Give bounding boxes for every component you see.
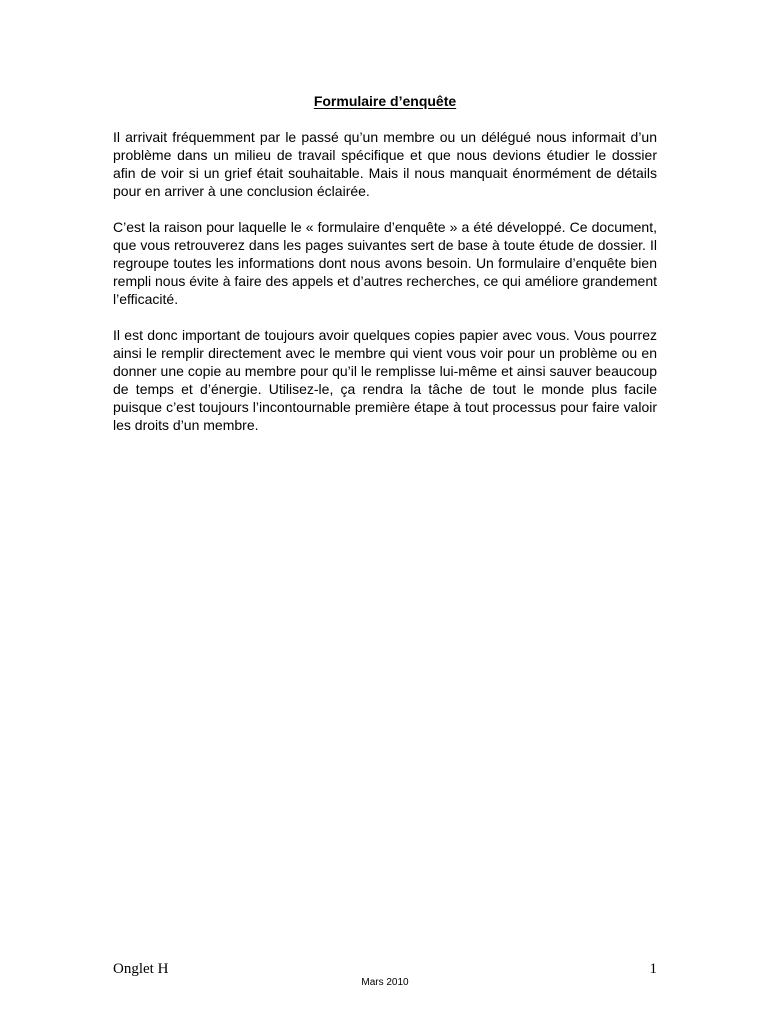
paragraph-usage: Il est donc important de toujours avoir quelques copies papier avec vous. Vous pourrez ainsi le remplir directement avec le membre qui vient vous voir pour un problème ou en donner une copie au membre pour qu’il le remplisse lui-même et ainsi sauver beaucoup de temps et d’énergie. Utilisez-le, ça rendra la tâche de tout le monde plus facile puisque c’est toujours l’incontournable première étape à tout processus pour faire valoir les droits d’un membre. (113, 327, 657, 433)
footer-date: Mars 2010 (361, 977, 409, 988)
footer-page-number: 1 (649, 961, 657, 977)
paragraph-intro: Il arrivait fréquemment par le passé qu’un membre ou un délégué nous informait d’un problème dans un milieu de travail spécifique et que nous devions étudier le dossier afin de voir si un grief était souhaitable. Mais il nous manquait énormément de détails pour en arriver à une conclusion éclairée. (113, 129, 657, 199)
document-title: Formulaire d’enquête (313, 93, 457, 109)
footer-tab-label: Onglet H (113, 961, 169, 977)
paragraph-purpose: C’est la raison pour laquelle le « formulaire d’enquête » a été développé. Ce document, que vous retrouverez dans les pages suivantes sert de base à toute étude de dossier. Il regroupe toutes les informations dont nous avons besoin. Un formulaire d’enquête bien rempli nous évite à faire des appels et d’autres recherches, ce qui améliore grandement l’efficacité. (113, 219, 657, 307)
